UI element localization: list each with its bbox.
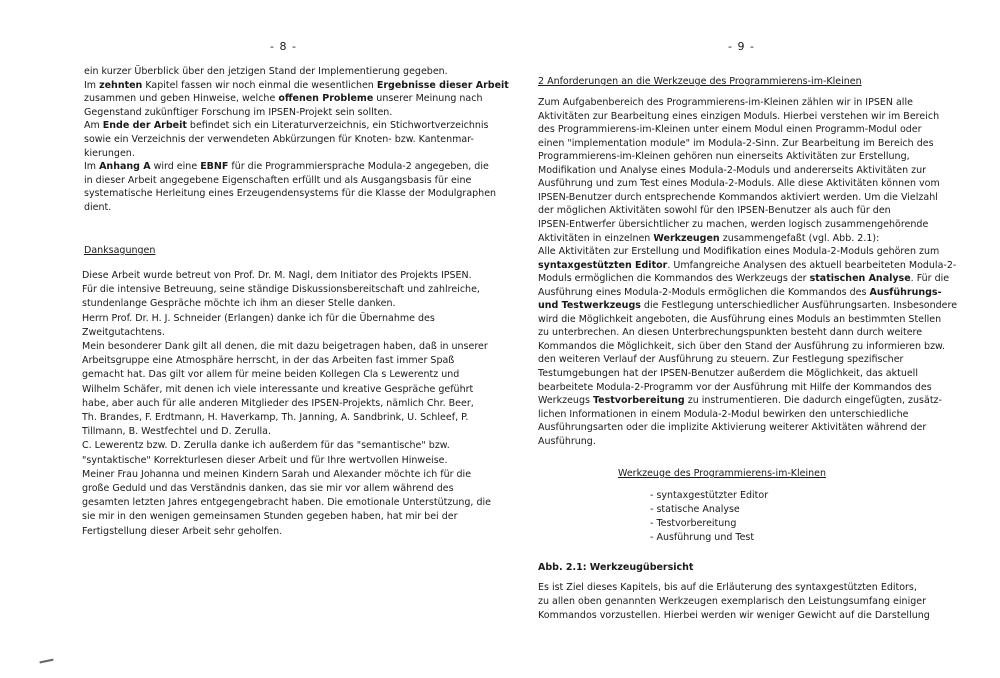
acknowledgement-line: stundenlange Gespräche möchte ich ihm an dieser Stelle danken.	[82, 298, 396, 310]
acknowledgement-line: Für die intensive Betreuung, seine ständige Diskussionsbereitschaft und zahlreiche,	[82, 284, 480, 296]
text-line: lichen Informationen in einem Modula-2-Modul bewirken den unterschiedliche	[538, 408, 909, 420]
text-line: Aktivitäten zur Bearbeitung eines einzigen Moduls. Hierbei verstehen wir im Bereich	[538, 110, 940, 122]
text-line: Gegenstand zukünftiger Forschung im IPSEN-Projekt sein sollten.	[84, 106, 393, 118]
tool-list-item: - statische Analyse	[650, 504, 740, 515]
tool-list-item: - Ausführung und Test	[650, 532, 755, 543]
acknowledgement-line: Wilhelm Schäfer, mit denen ich viele interessante und kreative Gespräche geführt	[82, 383, 474, 395]
text-line: sowie ein Verzeichnis der verwendeten Abkürzungen für Knoten- bzw. Kantenmar-	[84, 134, 474, 145]
acknowledgement-line: Arbeitsgruppe eine Atmosphäre herrscht, in der das Arbeiten fast immer Spaß	[82, 355, 455, 367]
text-line: Aktivitäten in einzelnen Werkzeugen zusammengefaßt (vgl. Abb. 2.1):	[538, 232, 880, 244]
scan-mark	[39, 659, 54, 669]
figure-heading: Werkzeuge des Programmierens-im-Kleinen	[618, 468, 827, 479]
acknowledgement-line: Mein besonderer Dank gilt all denen, die mit dazu beigetragen haben, daß in unserer	[82, 341, 488, 352]
text-line: Ausführung eines Modula-2-Moduls ermöglichen die Kommandos des Ausführungs-	[538, 286, 942, 298]
acknowledgement-line: Diese Arbeit wurde betreut von Prof. Dr. M. Nagl, dem Initiator des Projekts IPSEN.	[82, 270, 472, 281]
text-line: und Testwerkzeugs die Festlegung unterschiedlicher Ausführungsarten. Insbesondere	[538, 300, 958, 312]
right-page	[500, 0, 1000, 678]
text-line: systematische Herleitung eines Erzeugendensystems für die Klasse der Modulgraphen	[84, 188, 497, 200]
text-line: Ausführung.	[538, 435, 596, 447]
text-line: Alle Aktivitäten zur Erstellung und Modifikation eines Modula-2-Moduls gehören zum	[538, 246, 940, 258]
text-line: dient.	[84, 202, 112, 213]
acknowledgement-line: gemacht hat. Das gilt vor allem für meine beiden Kollegen Cla s Lewerentz und	[82, 369, 460, 381]
text-line: der möglichen Aktivitäten sowohl für den IPSEN-Benutzer als auch für den	[538, 205, 891, 217]
text-line: IPSEN-Benutzer durch entsprechende Kommandos aktiviert werden. Um die Vielzahl	[538, 191, 938, 203]
text-line: zu unterbrechen. An diesen Unterbrechungspunkten besteht dann durch weitere	[538, 327, 923, 339]
text-line: des Programmierens-im-Kleinen unter einem Modul einen Programm-Modul oder	[538, 124, 922, 136]
acknowledgement-line: Zweitgutachtens.	[82, 326, 165, 338]
acknowledgement-line: habe, aber auch für alle anderen Mitglieder des IPSEN-Projekts, nämlich Chr. Beer,	[82, 397, 474, 409]
text-line: Ausführung und zum Test eines Modula-2-Moduls. Alle diese Aktivitäten können vom	[538, 178, 940, 190]
text-line: Zum Aufgabenbereich des Programmierens-im-Kleinen zählen wir in IPSEN alle	[538, 97, 913, 108]
text-line: kierungen.	[84, 147, 135, 159]
text-line: Moduls ermöglichen die Kommandos des Werkzeugs der statischen Analyse. Für die	[538, 273, 950, 285]
text-line: Im Anhang A wird eine EBNF für die Programmiersprache Modula-2 angegeben, die	[84, 161, 489, 173]
acknowledgement-line: Meiner Frau Johanna und meinen Kindern Sarah und Alexander möchte ich für die	[82, 468, 472, 480]
text-line: Im zehnten Kapitel fassen wir noch einmal die wesentlichen Ergebnisse dieser Arbeit	[84, 79, 509, 91]
acknowledgement-line: "syntaktische" Korrekturlesen dieser Arbeit und für Ihre wertvollen Hinweise.	[82, 454, 448, 466]
page-number-right: - 9 -	[728, 40, 755, 53]
figure-caption: Abb. 2.1: Werkzeugübersicht	[538, 562, 694, 573]
text-line: Testumgebungen hat der IPSEN-Benutzer außerdem die Möglichkeit, das aktuell	[538, 368, 918, 379]
text-line: Am Ende der Arbeit befindet sich ein Literaturverzeichnis, ein Stichwortverzeichnis	[84, 120, 489, 132]
acknowledgement-line: gesamten letzten Jahres entgegengebracht haben. Die emotionale Unterstützung, die	[82, 497, 491, 509]
page-number-left: - 8 -	[270, 40, 297, 53]
text-line: bearbeitete Modula-2-Programm vor der Ausführung mit Hilfe der Kommandos des	[538, 381, 932, 393]
text-line: den weiteren Verlauf der Ausführung zu steuern. Zur Festlegung spezifischer	[538, 354, 904, 366]
acknowledgement-line: große Geduld und das Verständnis danken, das sie mir vor allem während des	[82, 483, 454, 494]
text-line: IPSEN-Entwerfer übersichtlicher zu machen, werden logisch zusammengehörende	[538, 218, 929, 230]
acknowledgement-line: sie mir in den wenigen gemeinsamen Stunden gegeben haben, hat mir bei der	[82, 511, 458, 523]
text-line: zu allen oben genannten Werkzeugen exemplarisch den Leistungsumfang einiger	[538, 596, 926, 607]
text-line: in dieser Arbeit angegebene Eigenschaften erfüllt und als Ausgangsbasis für eine	[84, 174, 472, 186]
text-line: Es ist Ziel dieses Kapitels, bis auf die Erläuterung des syntaxgestützten Editors,	[538, 582, 917, 593]
text-line: ein kurzer Überblick über den jetzigen Stand der Implementierung gegeben.	[84, 66, 448, 77]
tool-list-item: - Testvorbereitung	[650, 518, 737, 529]
section-heading: 2 Anforderungen an die Werkzeuge des Programmierens-im-Kleinen	[538, 76, 862, 87]
text-line: Kommandos die Möglichkeit, sich über den Stand der Ausführung zu informieren bzw.	[538, 340, 945, 352]
tool-list-item: - syntaxgestützter Editor	[650, 490, 769, 501]
text-line: syntaxgestützten Editor. Umfangreiche Analysen des aktuell bearbeiteten Modula-2-	[538, 259, 957, 271]
text-line: zusammen und geben Hinweise, welche offenen Probleme unserer Meinung nach	[84, 93, 483, 105]
text-line: Modifikation und Analyse eines Modula-2-Moduls und andererseits Aktivitäten zur	[538, 164, 927, 176]
text-line: einen "implementation module" im Modula-2-Sinn. Zur Bearbeitung im Bereich des	[538, 137, 934, 149]
acknowledgement-line: Th. Brandes, F. Erdtmann, H. Haverkamp, Th. Janning, A. Sandbrink, U. Schleef, P.	[82, 412, 469, 423]
acknowledgement-line: Herrn Prof. Dr. H. J. Schneider (Erlangen) danke ich für die Übernahme des	[82, 312, 435, 324]
acknowledgement-line: C. Lewerentz bzw. D. Zerulla danke ich außerdem für das "semantische" bzw.	[82, 440, 450, 452]
text-line: Werkzeugs Testvorbereitung zu instrumentieren. Die dadurch eingefügten, zusätz-	[538, 395, 942, 407]
acknowledgements-heading: Danksagungen	[84, 245, 156, 256]
text-line: Kommandos vorzustellen. Hierbei werden wir weniger Gewicht auf die Darstellung	[538, 610, 930, 621]
acknowledgement-line: Fertigstellung dieser Arbeit sehr geholfen.	[82, 525, 283, 537]
text-line: Ausführungsarten oder die implizite Aktivierung weiterer Aktivitäten während der	[538, 422, 927, 434]
text-line: Programmierens-im-Kleinen gehören nun einerseits Aktivitäten zur Erstellung,	[538, 151, 910, 163]
text-line: wird die Möglichkeit angeboten, die Ausführung eines Moduls an bestimmten Stellen	[538, 313, 942, 325]
acknowledgement-line: Tillmann, B. Westfechtel und D. Zerulla.	[82, 426, 272, 438]
